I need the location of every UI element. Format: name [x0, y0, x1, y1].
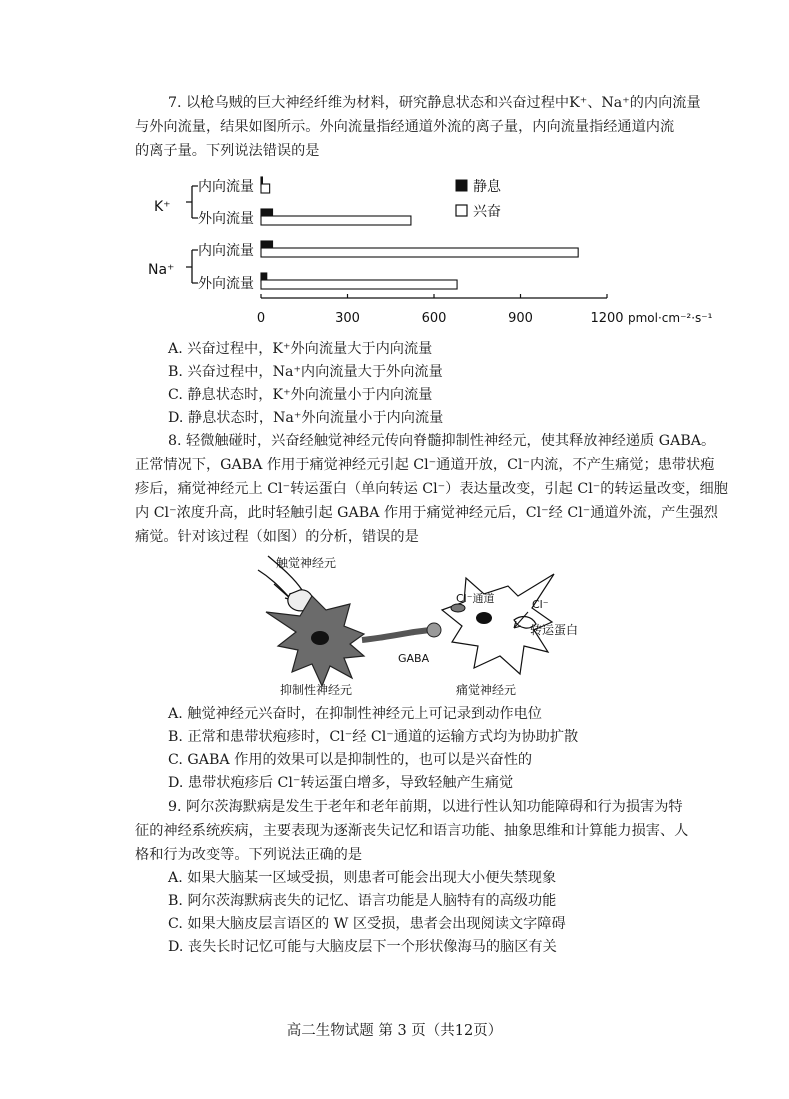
- q8-option-d[interactable]: D. 患带状疱疹后 Cl⁻转运蛋白增多，导致轻触产生痛觉: [168, 775, 514, 791]
- q9-option-c[interactable]: C. 如果大脑皮层言语区的 W 区受损，患者会出现阅读文字障碍: [168, 916, 566, 932]
- gaba-label: GABA: [398, 652, 430, 665]
- q8-option-a[interactable]: A. 触觉神经元兴奋时，在抑制性神经元上可记录到动作电位: [168, 706, 542, 722]
- tick-label-900: 900: [508, 311, 533, 326]
- group-brackets: [186, 186, 198, 283]
- bar-k-outward-excite: [261, 216, 411, 225]
- transporter-label: 转运蛋白: [530, 623, 579, 637]
- x-axis-unit: pmol·cm⁻²·s⁻¹: [628, 311, 713, 325]
- legend-swatch-rest: [456, 180, 467, 191]
- na-ion-label: Na⁺: [148, 262, 175, 278]
- bar-k-inward-excite: [261, 184, 270, 193]
- k-inward-label: 内向流量: [198, 179, 254, 195]
- na-inward-label: 内向流量: [198, 243, 254, 259]
- legend-swatch-excite: [456, 205, 467, 216]
- cl-channel-shape: [451, 604, 465, 612]
- legend-label-excite: 兴奋: [473, 204, 501, 220]
- q8-stem-line-5: 痛觉。针对该过程（如图）的分析，错误的是: [135, 529, 419, 545]
- q8-stem-line-1: 8. 轻微触碰时，兴奋经触觉神经元传向脊髓抑制性神经元，使其释放神经递质 GABA。: [168, 433, 716, 449]
- q7-option-d[interactable]: D. 静息状态时，Na⁺外向流量小于内向流量: [168, 410, 444, 426]
- k-outward-label: 外向流量: [198, 211, 254, 227]
- tick-label-300: 300: [335, 311, 360, 326]
- q9-stem-line-2: 征的神经系统疾病，主要表现为逐渐丧失记忆和语言功能、抽象思维和计算能力损害、人: [135, 823, 689, 839]
- q7-option-b[interactable]: B. 兴奋过程中，Na⁺内向流量大于外向流量: [168, 364, 443, 380]
- ion-flux-bar-chart: [140, 170, 740, 335]
- q9-option-d[interactable]: D. 丧失长时记忆可能与大脑皮层下一个形状像海马的脑区有关: [168, 939, 557, 955]
- page-footer: 高二生物试题 第 3 页（共12页）: [286, 1023, 503, 1039]
- pain-neuron-label: 痛觉神经元: [456, 683, 517, 697]
- q7-stem-line-2: 与外向流量，结果如图所示。外向流量指经通道外流的离子量，内向流量指经通道内流: [135, 119, 675, 135]
- q8-option-b[interactable]: B. 正常和患带状疱疹时，Cl⁻经 Cl⁻通道的运输方式均为协助扩散: [168, 729, 579, 745]
- q8-stem-line-4: 内 Cl⁻浓度升高，此时轻触引起 GABA 作用于痛觉神经元后，Cl⁻经 Cl⁻通道外流，产生强烈: [135, 505, 718, 521]
- synaptic-terminal: [427, 623, 441, 637]
- legend-label-rest: 静息: [473, 179, 501, 195]
- q9-stem-line-3: 格和行为改变等。下列说法正确的是: [135, 847, 363, 863]
- tick-label-1200: 1200: [590, 311, 624, 326]
- tick-label-0: 0: [256, 311, 266, 326]
- cl-channel-label: Cl⁻通道: [456, 592, 495, 605]
- inhibitory-neuron-nucleus: [311, 631, 329, 645]
- q8-option-c[interactable]: C. GABA 作用的效果可以是抑制性的，也可以是兴奋性的: [168, 752, 533, 768]
- na-outward-label: 外向流量: [198, 276, 254, 292]
- q8-stem-line-3: 疹后，痛觉神经元上 Cl⁻转运蛋白（单向转运 Cl⁻）表达量改变，引起 Cl⁻的转运量改变，细胞: [135, 481, 728, 497]
- cl-ion-label: Cl⁻: [532, 598, 549, 611]
- touch-neuron-label: 触觉神经元: [276, 556, 337, 570]
- q7-stem-line-3: 的离子量。下列说法错误的是: [135, 143, 320, 159]
- q9-option-b[interactable]: B. 阿尔茨海默病丧失的记忆、语言功能是人脑特有的高级功能: [168, 893, 557, 909]
- q9-stem-line-1: 9. 阿尔茨海默病是发生于老年和老年前期，以进行性认知功能障碍和行为损害为特: [168, 799, 683, 815]
- tick-label-600: 600: [421, 311, 447, 326]
- q9-option-a[interactable]: A. 如果大脑某一区域受损，则患者可能会出现大小便失禁现象: [168, 870, 557, 886]
- inhibitory-neuron-axon: [362, 630, 430, 640]
- q7-stem-line-1: 7. 以枪乌贼的巨大神经纤维为材料，研究静息状态和兴奋过程中K⁺、Na⁺的内向流量: [168, 95, 701, 111]
- pain-neuron-nucleus: [476, 612, 492, 624]
- q7-option-c[interactable]: C. 静息状态时，K⁺外向流量小于内向流量: [168, 387, 433, 403]
- neuron-diagram: [252, 550, 612, 700]
- inhibitory-neuron-label: 抑制性神经元: [280, 683, 353, 697]
- k-ion-label: K⁺: [154, 199, 171, 215]
- bar-na-outward-excite: [261, 280, 457, 289]
- q8-stem-line-2: 正常情况下，GABA 作用于痛觉神经元引起 Cl⁻通道开放，Cl⁻内流，不产生痛觉；患带状疱: [135, 457, 715, 473]
- q7-option-a[interactable]: A. 兴奋过程中，K⁺外向流量大于内向流量: [168, 341, 433, 357]
- bar-na-inward-excite: [261, 248, 578, 257]
